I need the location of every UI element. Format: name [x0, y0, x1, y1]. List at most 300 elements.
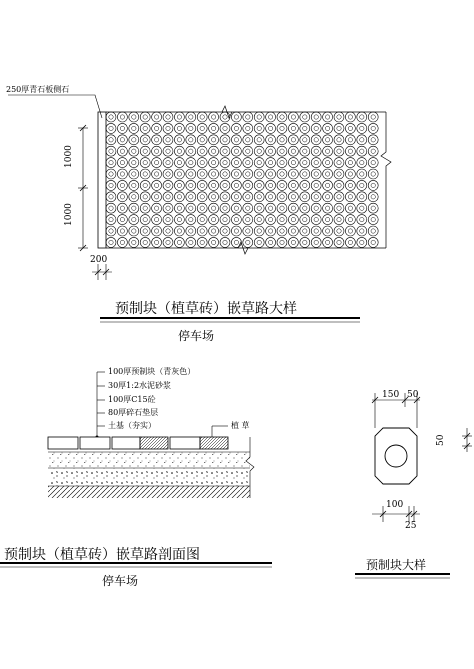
- paver-ring-hole: [360, 160, 364, 164]
- paver-ring: [345, 158, 355, 168]
- paver-ring: [277, 146, 287, 156]
- paver-ring-hole: [132, 240, 136, 244]
- paver-ring: [357, 226, 367, 236]
- paver-ring: [277, 158, 287, 168]
- paver-ring: [300, 146, 310, 156]
- paver-ring: [311, 226, 321, 236]
- paver-ring-hole: [268, 183, 272, 187]
- paver-ring: [197, 215, 207, 225]
- paver-ring-hole: [211, 195, 215, 199]
- paver-ring: [334, 215, 344, 225]
- paver-ring-hole: [223, 115, 227, 119]
- paver-ring: [163, 237, 173, 247]
- paver-ring: [186, 169, 196, 179]
- paver-ring: [186, 226, 196, 236]
- paver-ring: [152, 192, 162, 202]
- paver-ring-hole: [189, 240, 193, 244]
- paver-ring: [152, 158, 162, 168]
- paver-ring: [231, 192, 241, 202]
- paver-ring-hole: [280, 206, 284, 210]
- paver-ring-hole: [246, 126, 250, 130]
- paver-ring-hole: [371, 115, 375, 119]
- paver-ring: [140, 237, 150, 247]
- paver-ring-hole: [154, 240, 158, 244]
- paver-ring: [209, 226, 219, 236]
- paver-ring: [220, 226, 230, 236]
- paver-ring-hole: [109, 206, 113, 210]
- paver-ring: [129, 226, 139, 236]
- paver-ring-hole: [109, 115, 113, 119]
- paver-ring-hole: [257, 195, 261, 199]
- paver-ring-hole: [154, 217, 158, 221]
- paver-ring-hole: [143, 229, 147, 233]
- paver-ring: [311, 112, 321, 122]
- paver-ring-hole: [211, 138, 215, 142]
- paver-ring-hole: [371, 240, 375, 244]
- paver-ring-hole: [371, 138, 375, 142]
- paver-ring: [209, 158, 219, 168]
- paver-ring-hole: [337, 115, 341, 119]
- paver-ring: [334, 169, 344, 179]
- paver-ring: [106, 112, 116, 122]
- paver-ring: [311, 203, 321, 213]
- paver-ring: [117, 123, 127, 133]
- paver-ring-hole: [325, 172, 329, 176]
- paver-ring-hole: [132, 149, 136, 153]
- paver-ring: [163, 192, 173, 202]
- paver-ring-hole: [143, 115, 147, 119]
- paver-ring-hole: [348, 183, 352, 187]
- paver-ring: [186, 203, 196, 213]
- paver-ring-hole: [314, 229, 318, 233]
- paver-ring-hole: [291, 206, 295, 210]
- paver-ring: [197, 180, 207, 190]
- paver-ring-hole: [246, 229, 250, 233]
- paver-ring: [197, 169, 207, 179]
- paver-ring-hole: [109, 160, 113, 164]
- paver-ring: [117, 180, 127, 190]
- paver-ring: [300, 180, 310, 190]
- paver-ring-hole: [109, 229, 113, 233]
- paver-ring-hole: [337, 126, 341, 130]
- paver-ring: [368, 169, 378, 179]
- paver-ring: [174, 237, 184, 247]
- paver-ring: [288, 226, 298, 236]
- paver-ring: [117, 169, 127, 179]
- paver-ring-hole: [234, 217, 238, 221]
- plan-title: 预制块（植草砖）嵌草路大样: [115, 301, 297, 317]
- paver-ring: [163, 135, 173, 145]
- paver-ring-hole: [303, 172, 307, 176]
- paver-ring: [323, 226, 333, 236]
- paver-ring: [231, 203, 241, 213]
- paver-ring: [243, 226, 253, 236]
- paver-ring: [106, 180, 116, 190]
- paver-ring: [254, 180, 264, 190]
- paver-ring-hole: [348, 240, 352, 244]
- paver-ring-hole: [268, 160, 272, 164]
- dim-bottom-100: 100: [386, 500, 404, 510]
- paver-ring-hole: [280, 115, 284, 119]
- paver-ring-hole: [189, 160, 193, 164]
- paver-ring: [152, 180, 162, 190]
- paver-ring: [300, 192, 310, 202]
- paver-ring-hole: [177, 195, 181, 199]
- paver-ring: [117, 135, 127, 145]
- paver-ring: [243, 135, 253, 145]
- paver-ring: [311, 215, 321, 225]
- paver-ring: [254, 192, 264, 202]
- paver-ring: [345, 123, 355, 133]
- paver-ring: [186, 135, 196, 145]
- dim-top-150: 150: [382, 390, 400, 400]
- paver-ring: [152, 135, 162, 145]
- paver-ring-hole: [268, 138, 272, 142]
- paver-ring: [368, 135, 378, 145]
- paver-ring-hole: [257, 138, 261, 142]
- paver-ring-hole: [109, 126, 113, 130]
- paver-ring: [334, 146, 344, 156]
- paver-ring: [231, 135, 241, 145]
- paver-ring: [129, 135, 139, 145]
- paver-ring: [152, 169, 162, 179]
- paver-ring-hole: [166, 115, 170, 119]
- paver-ring: [357, 203, 367, 213]
- dim-horizontal-200: 200: [90, 255, 108, 265]
- paver-ring-hole: [120, 195, 124, 199]
- paver-ring-hole: [200, 195, 204, 199]
- paver-ring: [231, 237, 241, 247]
- paver-ring: [209, 112, 219, 122]
- paver-ring-hole: [120, 172, 124, 176]
- paver-ring: [117, 215, 127, 225]
- paver-ring: [117, 192, 127, 202]
- paver-ring: [243, 123, 253, 133]
- paver-ring: [345, 169, 355, 179]
- paver-ring: [243, 169, 253, 179]
- paver-ring-hole: [246, 206, 250, 210]
- paver-ring: [300, 158, 310, 168]
- paver-ring-hole: [200, 149, 204, 153]
- paver-ring-hole: [143, 172, 147, 176]
- paver-ring-hole: [154, 138, 158, 142]
- paver-ring-hole: [143, 206, 147, 210]
- paver-ring: [106, 169, 116, 179]
- paver-ring: [106, 203, 116, 213]
- paver-ring: [345, 226, 355, 236]
- paver-ring-hole: [223, 229, 227, 233]
- paver-ring: [357, 169, 367, 179]
- paver-ring-hole: [337, 149, 341, 153]
- paver-ring-hole: [223, 195, 227, 199]
- paver-ring: [106, 237, 116, 247]
- paver-ring-hole: [132, 115, 136, 119]
- paver-ring-hole: [189, 183, 193, 187]
- dim-vertical-2: 1000: [64, 203, 74, 226]
- paver-ring: [152, 226, 162, 236]
- paver-ring-hole: [166, 126, 170, 130]
- paver-ring: [266, 123, 276, 133]
- paver-ring-hole: [166, 229, 170, 233]
- paver-ring: [277, 226, 287, 236]
- paver-ring-hole: [360, 206, 364, 210]
- paver-ring-hole: [223, 172, 227, 176]
- paver-ring: [186, 146, 196, 156]
- paver-ring: [368, 237, 378, 247]
- paver-ring-hole: [325, 240, 329, 244]
- paver-ring-hole: [132, 160, 136, 164]
- paver-ring-hole: [246, 115, 250, 119]
- paver-ring-hole: [291, 149, 295, 153]
- paver-ring: [129, 180, 139, 190]
- paver-ring-hole: [177, 160, 181, 164]
- paver-ring: [186, 112, 196, 122]
- paver-ring-hole: [348, 206, 352, 210]
- dim-bottom-25: 25: [405, 521, 417, 531]
- paver-ring-hole: [154, 115, 158, 119]
- layer-label-4: 80厚碎石垫层: [108, 408, 159, 417]
- paver-ring: [357, 112, 367, 122]
- paver-ring-hole: [234, 172, 238, 176]
- paver-ring: [231, 112, 241, 122]
- paver-ring: [357, 192, 367, 202]
- paver-ring: [323, 123, 333, 133]
- paver-ring-hole: [257, 126, 261, 130]
- paver-ring: [209, 192, 219, 202]
- paver-ring-hole: [257, 115, 261, 119]
- paver-ring-hole: [268, 195, 272, 199]
- paver-ring-hole: [166, 138, 170, 142]
- paver-ring-hole: [109, 183, 113, 187]
- paver-ring: [254, 158, 264, 168]
- paver-ring-hole: [291, 217, 295, 221]
- paver-ring: [277, 215, 287, 225]
- layer-label-2: 30厚1:2水泥砂浆: [108, 381, 172, 390]
- block-detail-view: [355, 393, 472, 578]
- paver-ring: [323, 192, 333, 202]
- paver-ring-hole: [223, 183, 227, 187]
- paver-ring: [334, 158, 344, 168]
- layer-label-3: 100厚C15砼: [108, 395, 156, 404]
- paver-ring: [231, 215, 241, 225]
- paver-ring-hole: [246, 172, 250, 176]
- paver-ring-hole: [189, 126, 193, 130]
- paver-ring: [174, 158, 184, 168]
- paver-ring-hole: [223, 138, 227, 142]
- paver-ring-hole: [246, 195, 250, 199]
- paver-ring-hole: [325, 229, 329, 233]
- paver-ring: [277, 203, 287, 213]
- paver-ring-hole: [314, 149, 318, 153]
- paver-ring: [106, 215, 116, 225]
- paver-ring-hole: [337, 195, 341, 199]
- paver-ring-hole: [189, 229, 193, 233]
- paver-ring: [140, 158, 150, 168]
- paver-ring-hole: [143, 240, 147, 244]
- paver-ring: [323, 203, 333, 213]
- paver-ring: [334, 180, 344, 190]
- paver-ring-hole: [314, 240, 318, 244]
- paver-ring-hole: [325, 138, 329, 142]
- paver-ring: [209, 169, 219, 179]
- paver-ring: [334, 203, 344, 213]
- paver-ring-hole: [211, 217, 215, 221]
- paver-ring: [277, 123, 287, 133]
- paver-ring-hole: [303, 195, 307, 199]
- paver-ring: [152, 215, 162, 225]
- paver-ring-hole: [177, 149, 181, 153]
- paver-ring-hole: [200, 240, 204, 244]
- paver-ring: [334, 112, 344, 122]
- paver-ring-hole: [132, 195, 136, 199]
- paver-ring-hole: [257, 183, 261, 187]
- paver-ring: [300, 169, 310, 179]
- paver-ring: [300, 112, 310, 122]
- paver-ring-hole: [166, 240, 170, 244]
- paver-ring-hole: [234, 229, 238, 233]
- paver-ring: [368, 112, 378, 122]
- paver-ring-hole: [325, 217, 329, 221]
- paver-ring: [288, 237, 298, 247]
- paver-ring-hole: [280, 172, 284, 176]
- paver-ring-hole: [211, 172, 215, 176]
- paver-ring-hole: [360, 149, 364, 153]
- paver-ring-hole: [303, 160, 307, 164]
- paver-ring: [277, 112, 287, 122]
- paver-ring-hole: [109, 149, 113, 153]
- paver-ring-hole: [314, 206, 318, 210]
- paver-ring: [266, 158, 276, 168]
- paver-ring-hole: [211, 149, 215, 153]
- paver-ring: [277, 192, 287, 202]
- paver-ring-hole: [177, 115, 181, 119]
- paver-ring: [266, 135, 276, 145]
- paver-ring-hole: [189, 115, 193, 119]
- paver-ring-hole: [371, 195, 375, 199]
- paver-ring-hole: [132, 172, 136, 176]
- paver-ring-hole: [246, 183, 250, 187]
- paver-ring: [368, 203, 378, 213]
- paver-ring-hole: [234, 183, 238, 187]
- paver-ring: [174, 135, 184, 145]
- paver-ring: [197, 192, 207, 202]
- paver-ring: [152, 237, 162, 247]
- paver-ring: [140, 169, 150, 179]
- paver-ring-hole: [177, 138, 181, 142]
- paver-ring: [288, 112, 298, 122]
- paver-ring-hole: [291, 195, 295, 199]
- paver-ring: [197, 112, 207, 122]
- paver-ring-hole: [189, 206, 193, 210]
- paver-ring-hole: [337, 183, 341, 187]
- paver-ring: [129, 237, 139, 247]
- paver-ring: [140, 180, 150, 190]
- grass-label: 植 草: [231, 421, 250, 430]
- paver-ring: [243, 180, 253, 190]
- paver-ring: [277, 180, 287, 190]
- paver-ring-hole: [234, 115, 238, 119]
- paver-block-hole: [385, 445, 407, 467]
- paver-ring-hole: [360, 217, 364, 221]
- paver-ring: [266, 169, 276, 179]
- paver-ring-hole: [303, 206, 307, 210]
- paver-ring-hole: [177, 172, 181, 176]
- paver-ring-hole: [303, 149, 307, 153]
- paver-ring-hole: [189, 172, 193, 176]
- paver-ring: [300, 226, 310, 236]
- paver-ring: [311, 180, 321, 190]
- paver-ring-hole: [325, 183, 329, 187]
- paver-ring: [300, 237, 310, 247]
- paver-ring: [231, 226, 241, 236]
- paver-ring-hole: [246, 217, 250, 221]
- paver-ring: [140, 123, 150, 133]
- paver-ring-hole: [154, 160, 158, 164]
- paver-ring: [163, 112, 173, 122]
- paver-ring: [311, 158, 321, 168]
- paver-ring-hole: [337, 229, 341, 233]
- paver-ring: [117, 158, 127, 168]
- paver-ring: [323, 135, 333, 145]
- paver-ring-hole: [280, 217, 284, 221]
- paver-ring-hole: [337, 206, 341, 210]
- paver-ring: [220, 158, 230, 168]
- paver-ring: [243, 215, 253, 225]
- paver-ring: [106, 158, 116, 168]
- paver-ring-hole: [314, 115, 318, 119]
- paver-ring-hole: [314, 195, 318, 199]
- paver-ring: [231, 146, 241, 156]
- paver-ring-hole: [234, 195, 238, 199]
- paver-ring: [288, 158, 298, 168]
- paver-ring-hole: [291, 138, 295, 142]
- paver-ring: [140, 226, 150, 236]
- paver-ring-hole: [303, 229, 307, 233]
- paver-ring: [323, 215, 333, 225]
- paver-ring: [129, 215, 139, 225]
- paver-ring: [345, 203, 355, 213]
- paver-ring-hole: [348, 217, 352, 221]
- paver-ring: [209, 146, 219, 156]
- paver-ring-hole: [291, 240, 295, 244]
- paver-ring-hole: [303, 183, 307, 187]
- paver-ring-hole: [143, 126, 147, 130]
- paver-ring-hole: [154, 229, 158, 233]
- paver-ring-hole: [211, 206, 215, 210]
- paver-ring-hole: [325, 206, 329, 210]
- paver-ring-hole: [360, 172, 364, 176]
- paver-ring: [266, 226, 276, 236]
- paver-ring: [368, 123, 378, 133]
- paver-ring: [197, 135, 207, 145]
- paver-ring: [368, 215, 378, 225]
- paver-ring-hole: [257, 149, 261, 153]
- paver-ring: [311, 135, 321, 145]
- paver-ring: [140, 146, 150, 156]
- paver-ring-hole: [223, 126, 227, 130]
- paver-ring: [357, 180, 367, 190]
- paver-ring-hole: [246, 160, 250, 164]
- paver-ring: [117, 112, 127, 122]
- paver-ring-hole: [120, 217, 124, 221]
- paver-ring-hole: [348, 115, 352, 119]
- paver-ring-hole: [200, 172, 204, 176]
- paver-ring-hole: [337, 172, 341, 176]
- paver-ring-hole: [132, 206, 136, 210]
- paver-ring: [345, 112, 355, 122]
- paver-ring: [357, 135, 367, 145]
- paver-ring-hole: [371, 126, 375, 130]
